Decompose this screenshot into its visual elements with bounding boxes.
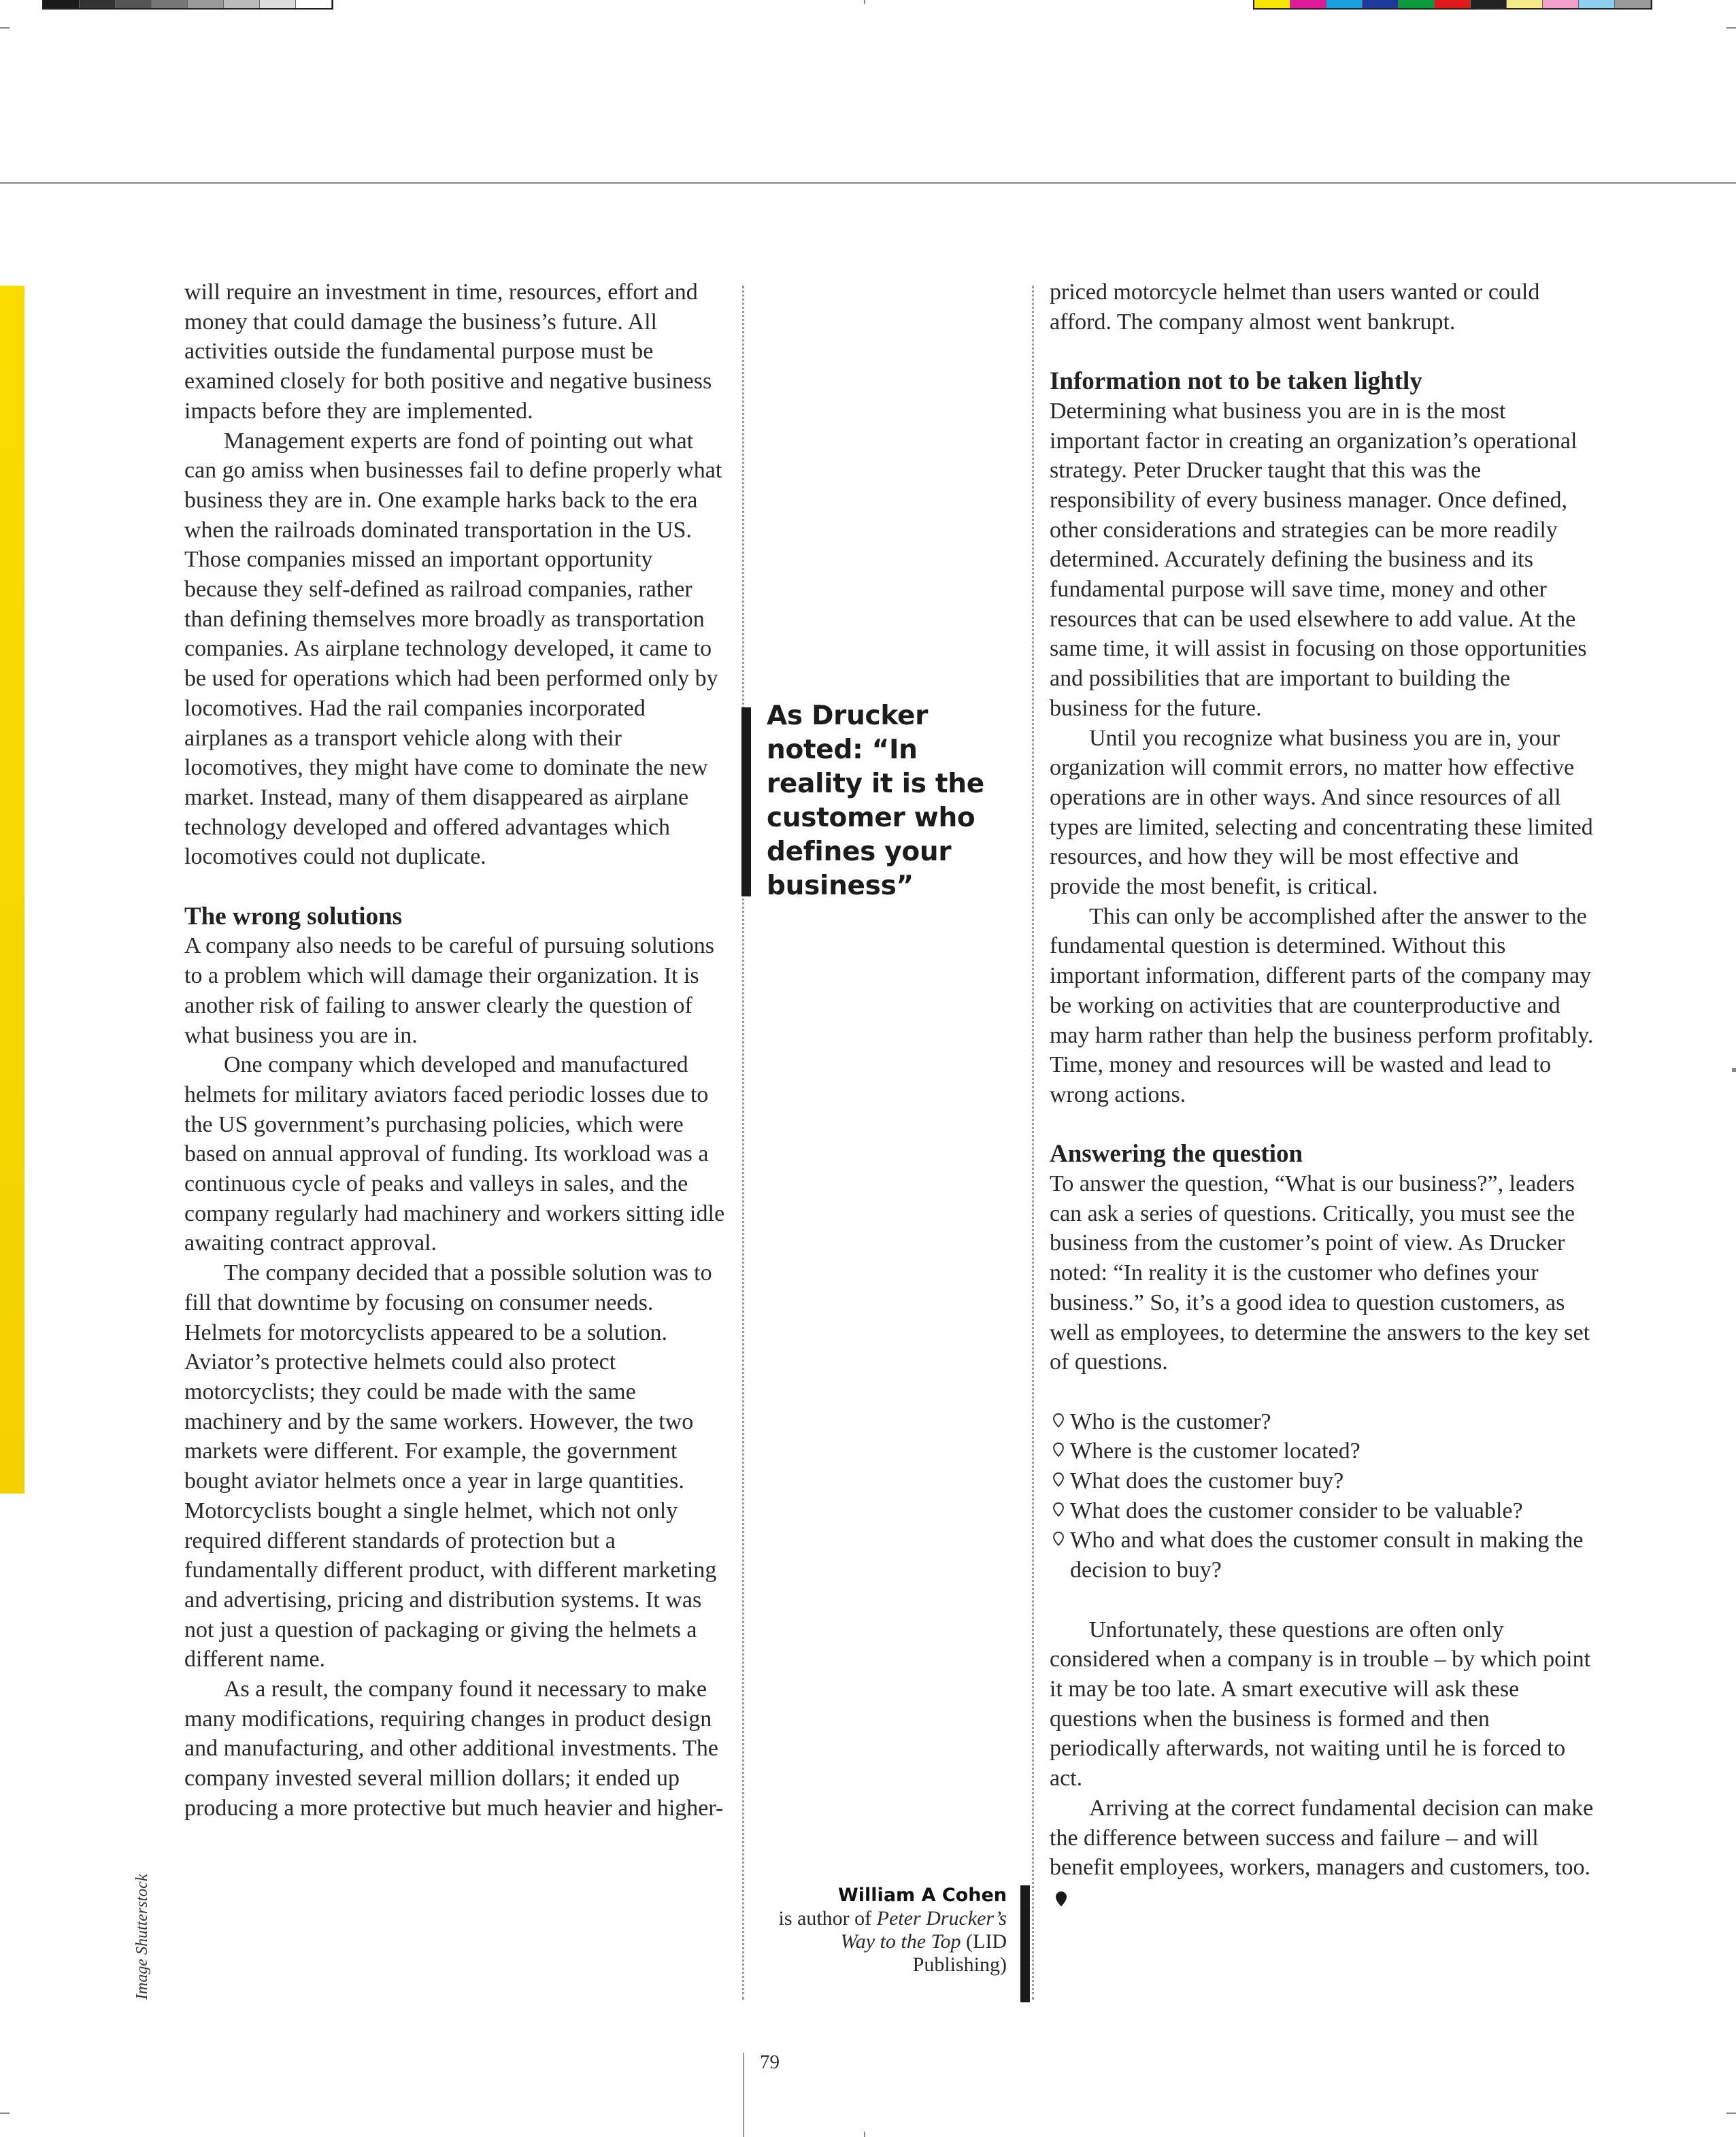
list-item	[1050, 1526, 1594, 1585]
color-swatch	[1399, 0, 1435, 8]
crop-mark	[864, 0, 865, 4]
closing-paragraph: Arriving at the correct fundamental decision can make the difference between success and failure – and will benefit employees, workers, managers and customers, too.	[1050, 1795, 1594, 1881]
crop-mark	[1732, 1068, 1736, 1072]
question-text: What does the customer buy?	[1070, 1468, 1344, 1494]
map-pin-icon	[1050, 1407, 1067, 1437]
continuation-paragraph: priced motorcycle helmet than users wanted or could afford. The company almost went bankrupt.	[1050, 280, 1540, 335]
section-heading-wrong-solutions: The wrong solutions	[184, 902, 403, 930]
color-swatch	[1543, 0, 1579, 8]
list-item	[1050, 1436, 1594, 1466]
color-bar-right	[1253, 0, 1652, 10]
color-swatch	[116, 0, 152, 8]
map-pin-icon	[1050, 1436, 1067, 1466]
image-credit: Image Shutterstock	[133, 1874, 151, 2000]
left-column	[184, 277, 729, 1823]
list-item	[1050, 1496, 1594, 1526]
color-swatch	[296, 0, 332, 8]
intro-paragraph: will require an investment in time, resources, effort and money that could damage the business’s future. All activities outside the fundamental purpose must be examined closely for both positive and negative business impacts before they are implemented.	[184, 280, 712, 424]
decision-paragraph: The company decided that a possible solution was to fill that downtime by focusing on consumer needs. Helmets for motorcyclists appeared to be a solution. Aviator’s protective helmets could also protect motorcyclists; they could be made with the same machinery and by the same workers. However, the two markets were different. For example, the government bought aviator helmets once a year in large quantities. Motorcyclists bought a single helmet, which not only required different standards of protection but a fundamentally different product, with different marketing and advertising, pricing and distribution systems. It was not just a question of packaging or giving the helmets a different name.	[184, 1260, 717, 1672]
color-swatch	[1326, 0, 1363, 8]
pull-quote-bar	[741, 707, 751, 896]
book-publisher: (LID Publishing)	[912, 1930, 1007, 1976]
color-swatch	[152, 0, 188, 8]
color-swatch	[1254, 0, 1290, 8]
author-bio-prefix: is author of	[778, 1907, 872, 1930]
book-title: Peter Drucker’s Way to the Top	[840, 1907, 1007, 1953]
color-swatch	[80, 0, 116, 8]
map-pin-icon	[1050, 1496, 1067, 1526]
color-swatch	[1435, 0, 1471, 8]
answering-paragraph: To answer the question, “What is our business?”, leaders can ask a series of questions. Critically, you must see the business from the customer’s point of view. As Drucker noted: “In reality it is the customer who defines your business.” So, it’s a good idea to question customers, as well as employees, to determine the answers to the key set of questions.	[1050, 1171, 1590, 1375]
color-swatch	[1507, 0, 1543, 8]
questions-list	[1050, 1407, 1594, 1585]
color-swatch	[1615, 0, 1651, 8]
accent-bar	[0, 286, 24, 1494]
map-pin-icon	[1050, 1466, 1067, 1496]
right-column	[1050, 277, 1594, 1913]
railroads-paragraph: Management experts are fond of pointing out what can go amiss when businesses fail to define properly what business they are in. One example harks back to the era when the railroads dominated transportation in the US. Those companies missed an important opportunity because they self-defined as railroad companies, rather than defining themselves more broadly as transportation companies. As airplane technology developed, it came to be used for operations which had been performed only by locomotives. Had the rail companies incorporated airplanes as a transport vehicle along with their locomotives, they might have come to dominate the new market. Instead, many of them disappeared as airplane technology developed and offered advantages which locomotives could not duplicate.	[184, 428, 722, 870]
color-swatch	[1579, 0, 1615, 8]
wasted-paragraph: Time, money and resources will be wasted and lead to wrong actions.	[1050, 1052, 1552, 1107]
pull-quote: As Drucker noted: “In reality it is the customer who defines your business”	[767, 701, 984, 901]
color-swatch	[1471, 0, 1507, 8]
map-pin-filled-icon	[1054, 1889, 1069, 1909]
column-divider	[742, 286, 744, 2000]
result-paragraph: As a result, the company found it necessary to make many modifications, requiring changes in product design and manufacturing, and other additional investments. The company invested several million dollars; it ended up producing a more protective but much heavier and higher-	[184, 1677, 724, 1821]
list-item	[1050, 1407, 1594, 1437]
question-text: Where is the customer located?	[1070, 1438, 1361, 1464]
byline-bar	[1020, 1885, 1030, 2002]
color-swatch	[44, 0, 80, 8]
accomplished-paragraph: This can only be accomplished after the answer to the fundamental question is determined. Without this important information, different parts of the company may be working on activities that are counterproductive and may harm rather than help the business perform profitably.	[1050, 903, 1594, 1048]
section-heading-answering: Answering the question	[1050, 1140, 1303, 1168]
color-swatch	[260, 0, 296, 8]
information-paragraph: Determining what business you are in is the most important factor in creating an organization’s operational strategy. Peter Drucker taught that this was the responsibility of every business manager. Once defined, other considerations and strategies can be more readily determined. Accurately defining the business and its fundamental purpose will save time, money and other resources that can be used elsewhere to add value. At the same time, it will assist in focusing on those opportunities and possibilities that are important to building the business for the future.	[1050, 398, 1587, 721]
color-swatch	[224, 0, 260, 8]
folio-rule	[743, 2053, 744, 2137]
list-item	[1050, 1466, 1594, 1496]
crop-mark	[864, 2132, 865, 2137]
color-swatch	[1290, 0, 1326, 8]
recognize-paragraph: Until you recognize what business you are in, your organization will commit errors, no matter how effective operations are in other ways. And since resources of all types are limited, selecting and concentrating these limited resources, and how they will be most effective and provide the most benefit, is critical.	[1050, 725, 1593, 900]
color-swatch	[188, 0, 224, 8]
map-pin-icon	[1050, 1526, 1067, 1555]
section-heading-information: Information not to be taken lightly	[1050, 367, 1422, 396]
question-text: Who and what does the customer consult in making the decision to buy?	[1070, 1528, 1584, 1583]
question-text: What does the customer consider to be valuable?	[1070, 1498, 1523, 1524]
color-swatch	[1363, 0, 1399, 8]
closing-paragraph-wrap	[1050, 1794, 1594, 1913]
header-rule	[0, 182, 1736, 184]
author-byline	[775, 1884, 1007, 1976]
helmets-paragraph: One company which developed and manufactured helmets for military aviators faced periodic losses due to the US government’s purchasing policies, which were based on annual approval of funding. Its workload was a continuous cycle of peaks and valleys in sales, and the company regularly had machinery and workers sitting idle awaiting contract approval.	[184, 1052, 725, 1256]
solutions-paragraph: A company also needs to be careful of pursuing solutions to a problem which will damage their organization. It is another risk of failing to answer clearly the question of what business you are in.	[184, 933, 715, 1048]
unfortunately-paragraph: Unfortunately, these questions are often only considered when a company is in trouble – by which point it may be too late. A smart executive will ask these questions when the business is formed and then periodically afterwards, not waiting until he is forced to act.	[1050, 1617, 1591, 1791]
column-divider	[1032, 286, 1034, 2000]
author-name: William A Cohen	[838, 1885, 1007, 1906]
page-number: 79	[760, 2051, 780, 2073]
crop-mark	[0, 2113, 10, 2114]
question-text: Who is the customer?	[1070, 1409, 1271, 1434]
crop-mark	[1726, 27, 1736, 29]
crop-mark	[0, 27, 10, 29]
author-bio	[775, 1907, 1007, 1976]
color-bar-left	[42, 0, 333, 10]
crop-mark	[1726, 2113, 1736, 2114]
